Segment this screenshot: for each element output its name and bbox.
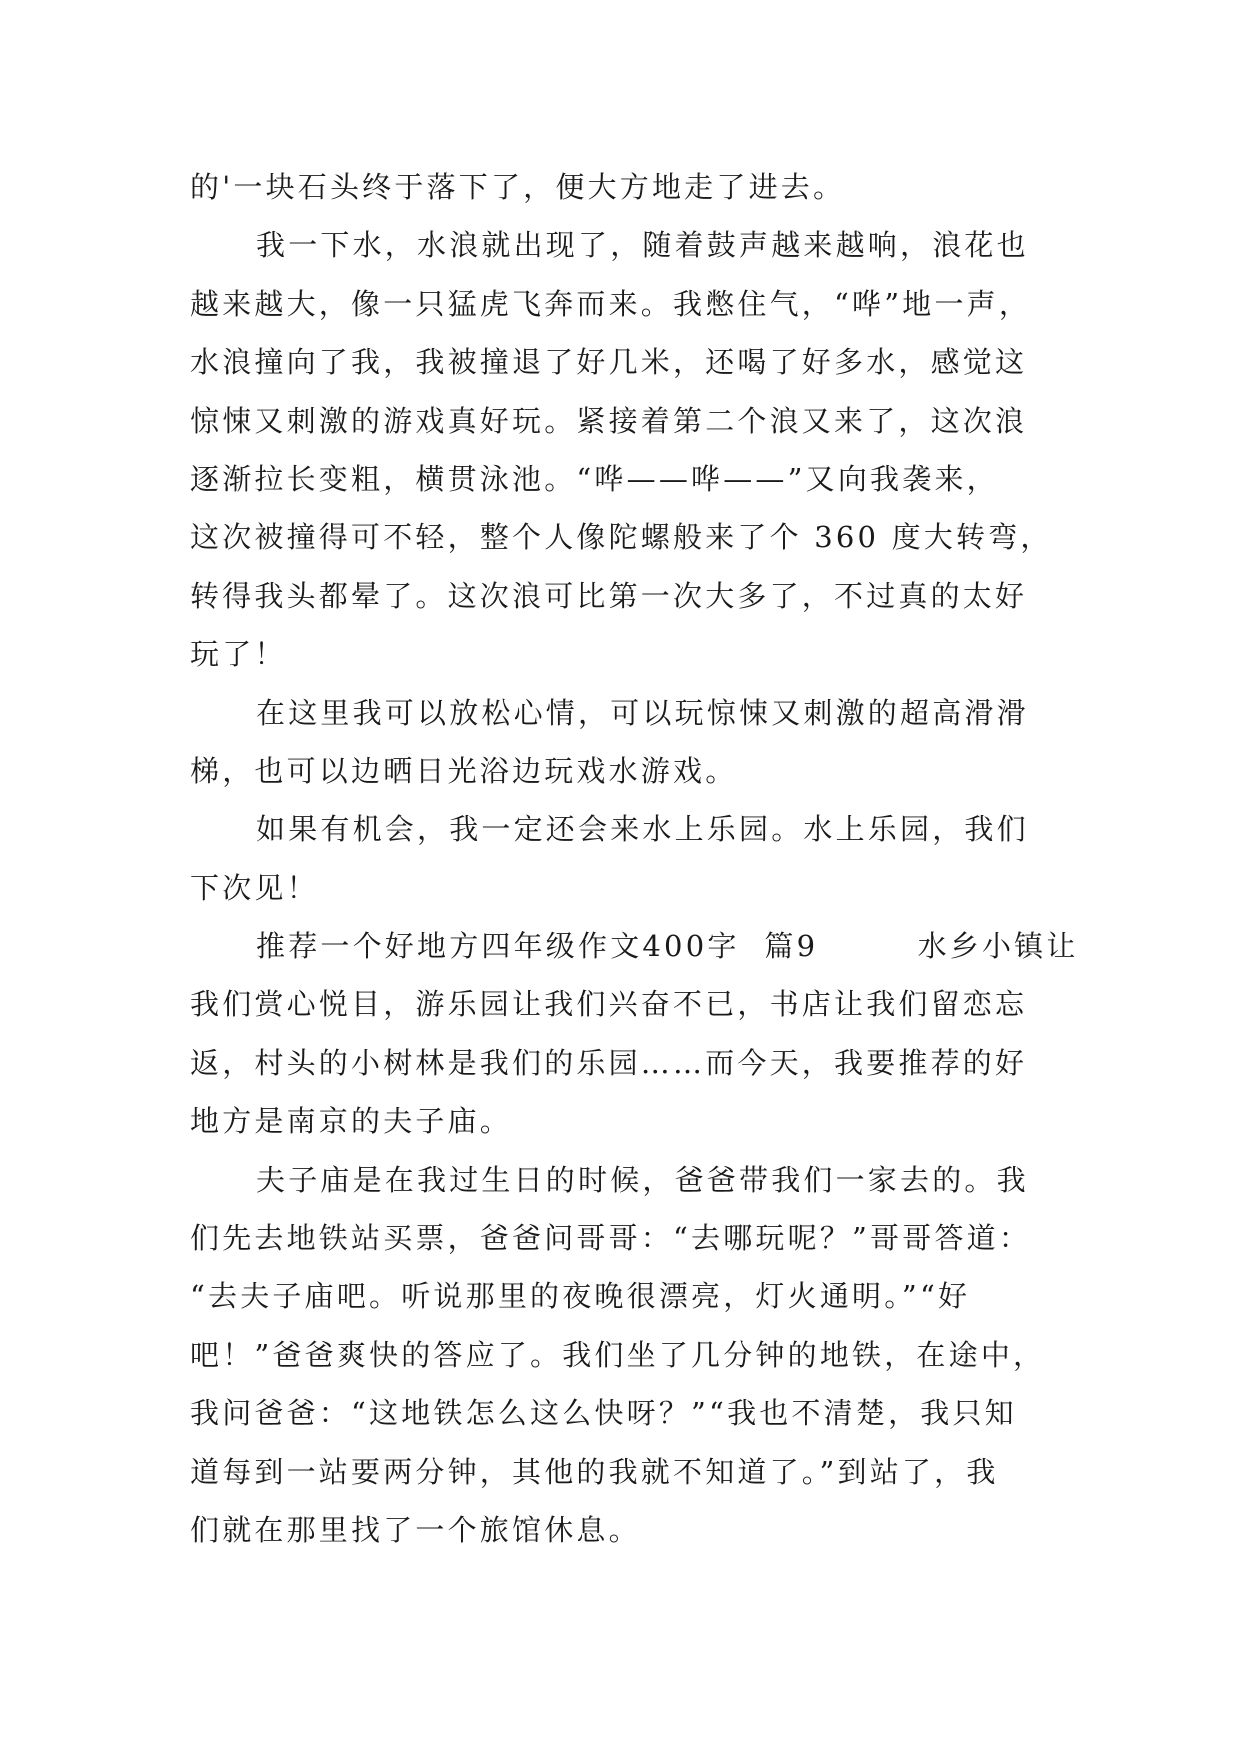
text-line: 梯，也可以边晒日光浴边玩戏水游戏。	[190, 753, 738, 788]
paragraph-start-line: 在这里我可以放松心情，可以玩惊悚又刺激的超高滑滑	[256, 695, 1029, 730]
paragraph-start-line: 我一下水，水浪就出现了，随着鼓声越来越响，浪花也	[256, 228, 1029, 263]
text-line: 道每到一站要两分钟，其他的我就不知道了。”到站了，我	[190, 1454, 999, 1489]
text-line: 返，村头的小树林是我们的乐园……而今天，我要推荐的好	[190, 1045, 1028, 1080]
text-line: 们先去地铁站买票，爸爸问哥哥：“去哪玩呢？”哥哥答道：	[190, 1221, 1032, 1256]
text-line: “去夫子庙吧。听说那里的夜晚很漂亮，灯火通明。”“好	[190, 1279, 971, 1314]
text-line: 水浪撞向了我，我被撞退了好几米，还喝了好多水，感觉这	[190, 345, 1028, 380]
paragraph-start-line: 如果有机会，我一定还会来水上乐园。水上乐园，我们	[256, 812, 1029, 847]
text-line: 惊悚又刺激的游戏真好玩。紧接着第二个浪又来了，这次浪	[190, 403, 1028, 438]
text-line: 们就在那里找了一个旅馆休息。	[190, 1512, 641, 1547]
text-line: 玩了！	[190, 637, 287, 672]
text-line: 的'一块石头终于落下了，便大方地走了进去。	[190, 170, 846, 204]
paragraph-start-line: 夫子庙是在我过生日的时候，爸爸带我们一家去的。我	[256, 1162, 1029, 1197]
text-line: 这次被撞得可不轻，整个人像陀螺般来了个 360 度大转弯，	[190, 520, 1053, 555]
text-line: 越来越大，像一只猛虎飞奔而来。我憋住气，“哗”地一声，	[190, 286, 1032, 321]
section-heading-line: 推荐一个好地方四年级作文400字 篇9 水乡小镇让	[256, 929, 1079, 964]
text-line: 我们赏心悦目，游乐园让我们兴奋不已，书店让我们留恋忘	[190, 987, 1028, 1022]
text-line: 下次见！	[190, 870, 319, 905]
text-line: 逐渐拉长变粗，横贯泳池。“哗——哗——”又向我袭来，	[190, 461, 999, 496]
text-line: 吧！”爸爸爽快的答应了。我们坐了几分钟的地铁，在途中，	[190, 1337, 1046, 1372]
text-line: 转得我头都晕了。这次浪可比第一次大多了，不过真的太好	[190, 578, 1028, 613]
text-line: 地方是南京的夫子庙。	[190, 1104, 513, 1139]
essay-text	[190, 158, 1090, 1559]
text-line: 我问爸爸：“这地铁怎么这么快呀？”“我也不清楚，我只知	[190, 1396, 1017, 1431]
